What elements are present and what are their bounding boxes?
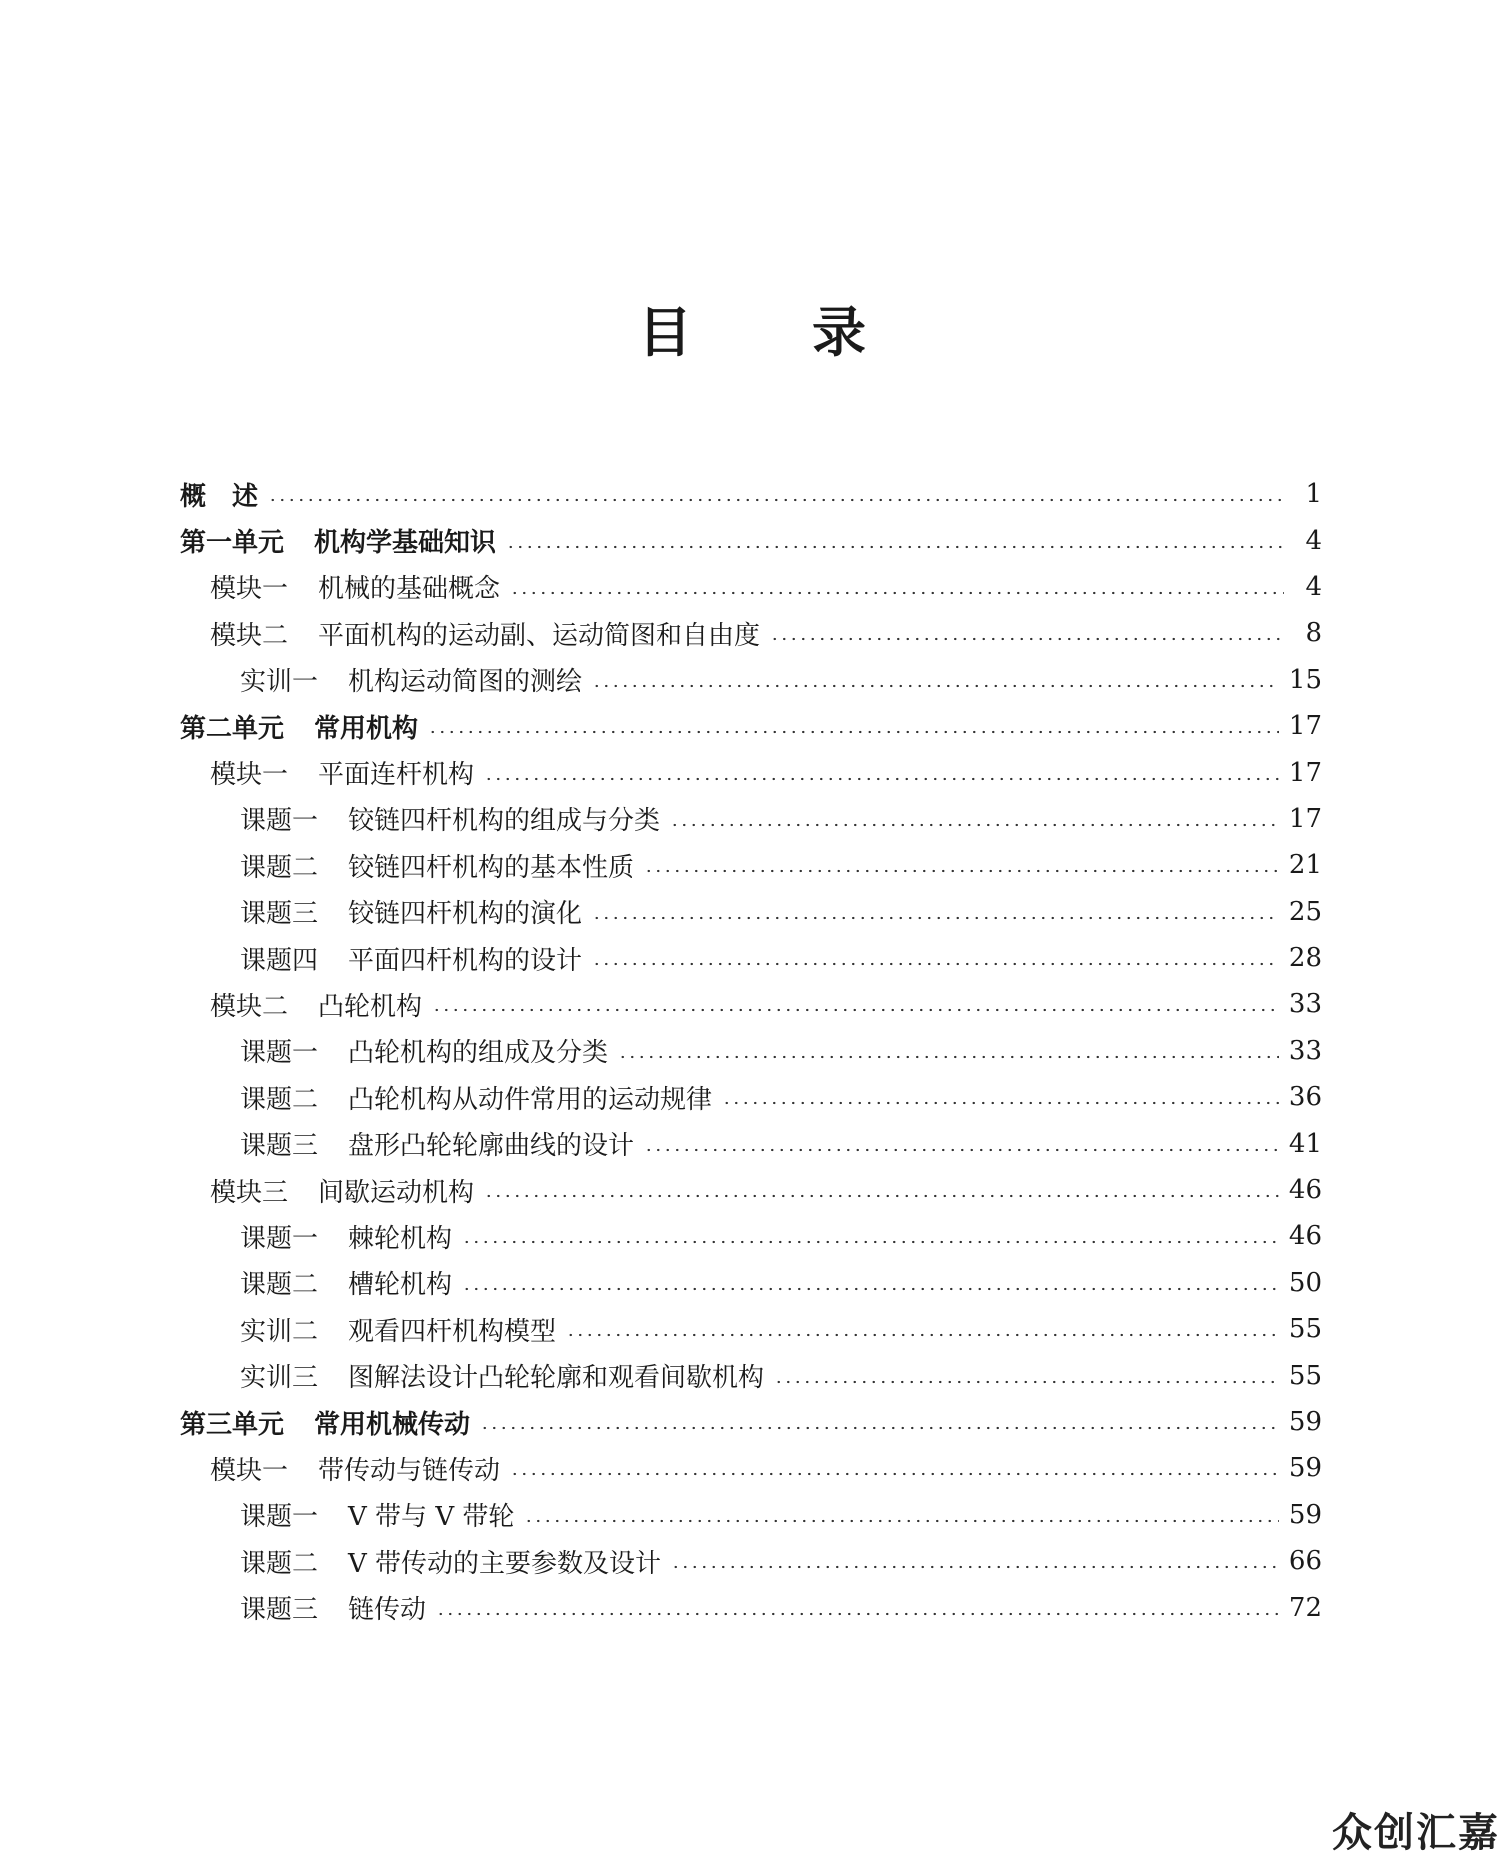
toc-leader-dots <box>480 1426 1279 1430</box>
toc-entry[interactable] <box>180 517 1322 563</box>
toc-entry[interactable] <box>180 1306 1322 1352</box>
toc-entry-number: 课题一 <box>240 1038 319 1069</box>
toc-entry-title: 凸轮机构从动件常用的运动规律 <box>348 1084 713 1115</box>
toc-entry-number: 模块二 <box>210 991 289 1022</box>
toc-leader-dots <box>566 1333 1279 1337</box>
toc-entry[interactable] <box>180 1584 1322 1630</box>
toc-leader-dots <box>644 869 1279 873</box>
toc-entry-title: 铰链四杆机构的基本性质 <box>348 852 635 883</box>
toc-entry-title: 间歇运动机构 <box>318 1177 475 1208</box>
toc-page-number: 50 <box>1288 1267 1322 1298</box>
toc-leader-dots <box>268 498 1284 502</box>
toc-page-number: 55 <box>1288 1314 1322 1345</box>
toc-entry-title: 机构学基础知识 <box>314 528 497 559</box>
toc-page-number: 55 <box>1288 1360 1322 1391</box>
toc-entry-title: 观看四杆机构模型 <box>348 1316 557 1347</box>
toc-leader-dots <box>510 591 1284 595</box>
toc-leader-dots <box>592 916 1279 920</box>
toc-entry-title: V 带传动的主要参数及设计 <box>348 1548 662 1579</box>
toc-entry-title: 凸轮机构 <box>318 991 423 1022</box>
toc-leader-dots <box>670 823 1279 827</box>
toc-page-number: 17 <box>1288 757 1322 788</box>
toc-entry-number: 第二单元 <box>180 713 285 744</box>
toc-leader-dots <box>592 684 1279 688</box>
toc-entry-title: 机械的基础概念 <box>318 574 501 605</box>
toc-entry[interactable] <box>180 1399 1322 1445</box>
toc-page-number: 4 <box>1305 525 1322 556</box>
toc-entry[interactable] <box>180 657 1322 703</box>
toc-leader-dots <box>432 1008 1279 1012</box>
toc-entry-title: 盘形凸轮轮廓曲线的设计 <box>348 1131 635 1162</box>
toc-entry[interactable] <box>180 889 1322 935</box>
toc-entry[interactable] <box>180 796 1322 842</box>
toc-page-number: 33 <box>1288 1035 1322 1066</box>
toc-entry-title: 平面连杆机构 <box>318 760 475 791</box>
toc-leader-dots <box>428 730 1279 734</box>
toc-entry-title: 凸轮机构的组成及分类 <box>348 1038 609 1069</box>
page-title-left: 目 <box>638 301 692 364</box>
toc-page-number: 8 <box>1305 618 1322 649</box>
toc-page-number: 59 <box>1288 1407 1322 1437</box>
toc-entry-number: 课题二 <box>240 1548 319 1579</box>
toc-entry-number: 课题一 <box>240 806 319 837</box>
toc-page-number: 36 <box>1288 1082 1322 1113</box>
toc-entry[interactable] <box>180 1352 1322 1398</box>
toc-entry-number: 模块一 <box>210 574 289 605</box>
toc-leader-dots <box>436 1612 1279 1616</box>
toc-entry-number: 课题一 <box>240 1502 319 1533</box>
toc-page-number: 28 <box>1288 943 1322 974</box>
toc-entry[interactable] <box>180 1260 1322 1306</box>
toc-entry[interactable] <box>180 1538 1322 1584</box>
toc-leader-dots <box>506 545 1284 549</box>
toc-leader-dots <box>484 777 1279 781</box>
toc-entry-number: 课题三 <box>240 1595 319 1626</box>
toc-entry-number: 概 述 <box>180 481 259 512</box>
toc-entry-title: 链传动 <box>348 1595 427 1626</box>
toc-entry[interactable] <box>180 749 1322 795</box>
toc-leader-dots <box>722 1101 1279 1105</box>
toc-leader-dots <box>644 1148 1279 1152</box>
toc-entry-number: 实训三 <box>240 1363 319 1394</box>
toc-entry-number: 课题二 <box>240 1270 319 1301</box>
toc-entry-title: 图解法设计凸轮轮廓和观看间歇机构 <box>348 1363 765 1394</box>
toc-entry-number: 课题一 <box>240 1223 319 1254</box>
toc-leader-dots <box>671 1565 1279 1569</box>
page-title <box>0 290 1504 367</box>
toc-entry[interactable] <box>180 1445 1322 1491</box>
toc-entry[interactable] <box>180 1074 1322 1120</box>
toc-entry-title: 棘轮机构 <box>348 1223 453 1254</box>
toc-entry-number: 课题三 <box>240 1131 319 1162</box>
toc-leader-dots <box>510 1472 1279 1476</box>
toc-entry-number: 课题二 <box>240 852 319 883</box>
toc-leader-dots <box>462 1287 1279 1291</box>
toc-page-number: 4 <box>1305 571 1322 602</box>
toc-entry[interactable] <box>180 703 1322 749</box>
toc-leader-dots <box>770 637 1284 641</box>
toc-entry-title: 常用机械传动 <box>314 1409 471 1440</box>
toc-entry-title: V 带与 V 带轮 <box>348 1502 515 1533</box>
toc-entry-number: 实训一 <box>240 667 319 698</box>
toc-entry-title: 槽轮机构 <box>348 1270 453 1301</box>
toc-page-number: 41 <box>1288 1128 1322 1159</box>
toc-page-number: 15 <box>1288 664 1322 695</box>
toc-leader-dots <box>618 1055 1279 1059</box>
toc-page-number: 46 <box>1288 1175 1322 1206</box>
toc-entry-title: 平面四杆机构的设计 <box>348 945 583 976</box>
toc-entry[interactable] <box>180 842 1322 888</box>
toc-entry[interactable] <box>180 1167 1322 1213</box>
toc-page-number: 1 <box>1305 479 1322 510</box>
toc-entry[interactable] <box>180 1492 1322 1538</box>
toc-page-number: 21 <box>1288 850 1322 881</box>
toc-entry[interactable] <box>180 1120 1322 1166</box>
toc-entry-number: 课题三 <box>240 899 319 930</box>
toc-page-number: 17 <box>1288 803 1322 834</box>
toc-entry-number: 模块二 <box>210 620 289 651</box>
toc-entry-number: 课题四 <box>240 945 319 976</box>
toc-entry-number: 实训二 <box>240 1316 319 1347</box>
toc-page-number: 33 <box>1288 989 1322 1020</box>
toc-entry[interactable] <box>180 981 1322 1027</box>
toc-leader-dots <box>774 1380 1279 1384</box>
toc-entry-title: 铰链四杆机构的演化 <box>348 899 583 930</box>
toc-entry-title: 平面机构的运动副、运动简图和自由度 <box>318 620 761 651</box>
table-of-contents <box>180 471 1322 1631</box>
toc-leader-dots <box>592 962 1279 966</box>
toc-entry[interactable] <box>180 1028 1322 1074</box>
toc-entry-number: 第三单元 <box>180 1409 285 1440</box>
toc-entry-number: 第一单元 <box>180 528 285 559</box>
toc-entry[interactable] <box>180 1213 1322 1259</box>
toc-entry-title: 常用机构 <box>314 713 419 744</box>
toc-page-number: 25 <box>1288 896 1322 927</box>
toc-entry-title: 带传动与链传动 <box>318 1455 501 1486</box>
toc-page-number: 59 <box>1288 1499 1322 1530</box>
toc-page-number: 46 <box>1288 1221 1322 1252</box>
toc-page-number: 17 <box>1288 711 1322 742</box>
toc-entry[interactable] <box>180 564 1322 610</box>
toc-entry[interactable] <box>180 610 1322 656</box>
page-title-right: 录 <box>812 301 866 364</box>
toc-entry-title: 铰链四杆机构的组成与分类 <box>348 806 661 837</box>
toc-leader-dots <box>462 1240 1279 1244</box>
toc-entry[interactable] <box>180 471 1322 517</box>
watermark-logo: 众创汇嘉 <box>1332 1810 1500 1856</box>
toc-page-number: 59 <box>1288 1453 1322 1484</box>
toc-page-number: 72 <box>1288 1592 1322 1623</box>
toc-entry-number: 模块一 <box>210 1455 289 1486</box>
toc-page-number: 66 <box>1288 1546 1322 1577</box>
toc-leader-dots <box>524 1519 1279 1523</box>
toc-entry-number: 模块三 <box>210 1177 289 1208</box>
toc-entry[interactable] <box>180 935 1322 981</box>
toc-entry-number: 模块一 <box>210 760 289 791</box>
toc-entry-number: 课题二 <box>240 1084 319 1115</box>
toc-entry-title: 机构运动简图的测绘 <box>348 667 583 698</box>
toc-leader-dots <box>484 1194 1279 1198</box>
